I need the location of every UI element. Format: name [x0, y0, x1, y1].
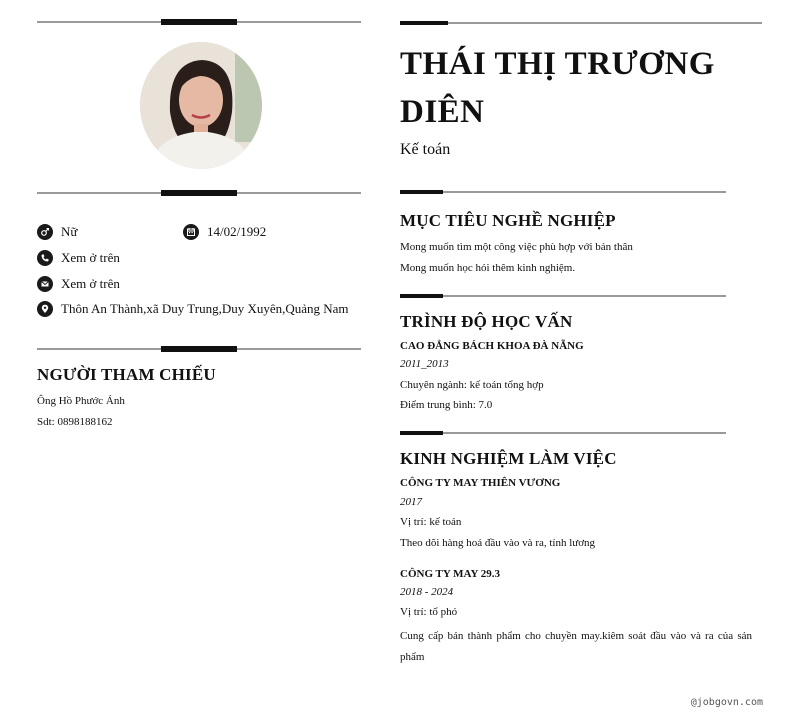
email-row [37, 276, 120, 292]
job-position: Vị trí: kế toán [400, 516, 462, 528]
address-row [37, 301, 349, 317]
objective-line: Mong muốn tìm một công việc phù hợp với bản thân [400, 241, 633, 253]
mid-left-divider [37, 192, 361, 194]
avatar [140, 42, 262, 169]
job-description: Theo dõi hàng hoá đầu vào và ra, tính lương [400, 537, 596, 549]
references-divider [37, 348, 361, 350]
watermark: @jobgovn.com [690, 697, 763, 708]
candidate-name: THÁI THỊ TRƯƠNG DIÊN [400, 46, 715, 130]
calendar-icon [183, 224, 199, 240]
reference-phone: Sdt: 0898188162 [37, 416, 113, 428]
job-years: 2017 [400, 496, 422, 508]
job-position: Vị trí: tổ phó [400, 606, 458, 618]
reference-person: Ông Hồ Phước Ánh [37, 395, 125, 407]
education-years: 2011_2013 [400, 358, 449, 370]
experience-divider [400, 432, 726, 434]
objective-title: MỤC TIÊU NGHỀ NGHIỆP [400, 211, 616, 230]
phone-row [37, 250, 120, 266]
job-company: CÔNG TY MAY 29.3 [400, 568, 501, 580]
phone-icon [37, 250, 53, 266]
gender-value: Nữ [61, 224, 78, 239]
email-icon [37, 276, 53, 292]
education-major: Chuyên ngành: kế toán tổng hợp [400, 379, 544, 391]
birthdate-value: 14/02/1992 [207, 224, 267, 239]
education-gpa: Điểm trung bình: 7.0 [400, 399, 493, 411]
email-value: Xem ở trên [61, 276, 120, 291]
job-company: CÔNG TY MAY THIÊN VƯƠNG [400, 477, 561, 489]
location-icon [37, 301, 53, 317]
job-title: Kế toán [400, 141, 451, 158]
phone-value: Xem ở trên [61, 250, 120, 265]
references-title: NGƯỜI THAM CHIẾU [37, 365, 216, 384]
birthdate-row [183, 224, 266, 240]
header-divider [400, 22, 762, 24]
experience-title: KINH NGHIỆM LÀM VIỆC [400, 449, 617, 468]
education-title: TRÌNH ĐỘ HỌC VẤN [400, 312, 573, 331]
education-divider [400, 295, 726, 297]
school-name: CAO ĐẲNG BÁCH KHOA ĐÀ NẴNG [400, 340, 584, 352]
job-years: 2018 - 2024 [400, 586, 454, 598]
top-left-divider [37, 21, 361, 23]
gender-row [37, 224, 77, 240]
gender-icon [37, 224, 53, 240]
objective-line: Mong muốn học hỏi thêm kinh nghiệm. [400, 262, 576, 274]
objective-divider [400, 191, 726, 193]
job-description: Cung cấp bán thành phẩm cho chuyền may.kiêm soát đầu vào và ra của sản phẩm [400, 630, 752, 663]
address-value: Thôn An Thành,xã Duy Trung,Duy Xuyên,Quảng Nam [61, 301, 349, 316]
